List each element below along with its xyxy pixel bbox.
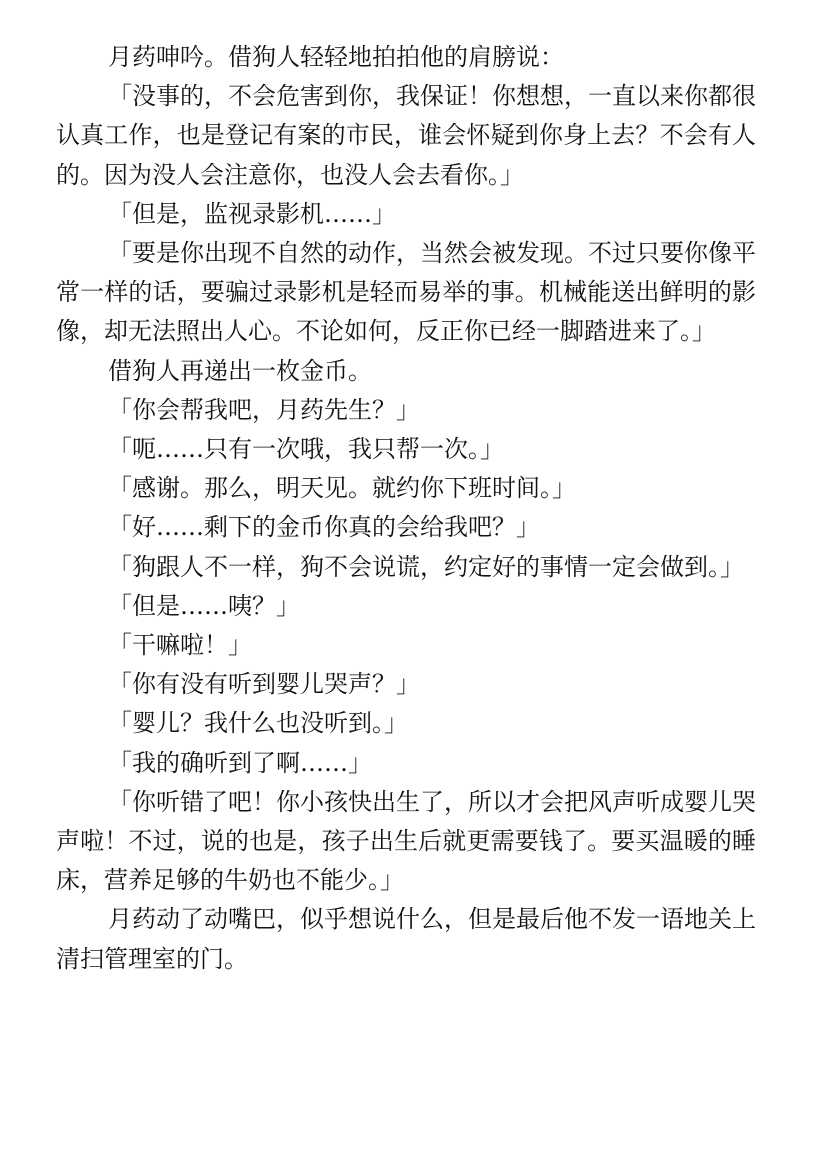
paragraph: 「你有没有听到婴儿哭声？」 — [108, 670, 420, 699]
paragraph: 「好……剩下的金币你真的会给我吧？」 — [108, 513, 540, 542]
paragraph: 「你会帮我吧，月药先生？」 — [108, 395, 420, 424]
paragraph: 「干嘛啦！」 — [108, 631, 252, 660]
document-body — [56, 38, 756, 979]
paragraph: 「感谢。那么，明天见。就约你下班时间。」 — [108, 474, 576, 503]
paragraph: 「我的确听到了啊……」 — [108, 748, 372, 777]
paragraph: 「但是……咦？」 — [108, 591, 300, 620]
paragraph: 「你听错了吧！你小孩快出生了，所以才会把风声听成婴儿哭声啦！不过，说的也是，孩子出生后就更需要钱了。要买温暖的睡床，营养足够的牛奶也不能少。」 — [56, 787, 756, 895]
paragraph: 「要是你出现不自然的动作，当然会被发现。不过只要你像平常一样的话，要骗过录影机是轻而易举的事。机械能送出鲜明的影像，却无法照出人心。不论如何，反正你已经一脚踏进来了。」 — [56, 239, 756, 346]
paragraph: 「婴儿？我什么也没听到。」 — [108, 709, 408, 738]
paragraph: 借狗人再递出一枚金币。 — [108, 356, 372, 385]
paragraph: 「但是，监视录影机……」 — [108, 199, 396, 228]
paragraph: 月药动了动嘴巴，似乎想说什么，但是最后他不发一语地关上清扫管理室的门。 — [56, 905, 756, 973]
paragraph: 「没事的，不会危害到你，我保证！你想想，一直以来你都很认真工作，也是登记有案的市民，谁会怀疑到你身上去？不会有人的。因为没人会注意你，也没人会去看你。」 — [56, 82, 756, 189]
paragraph: 月药呻吟。借狗人轻轻地拍拍他的肩膀说： — [108, 43, 564, 71]
paragraph: 「呃……只有一次哦，我只帮一次。」 — [108, 435, 504, 464]
paragraph: 「狗跟人不一样，狗不会说谎，约定好的事情一定会做到。」 — [108, 552, 744, 581]
